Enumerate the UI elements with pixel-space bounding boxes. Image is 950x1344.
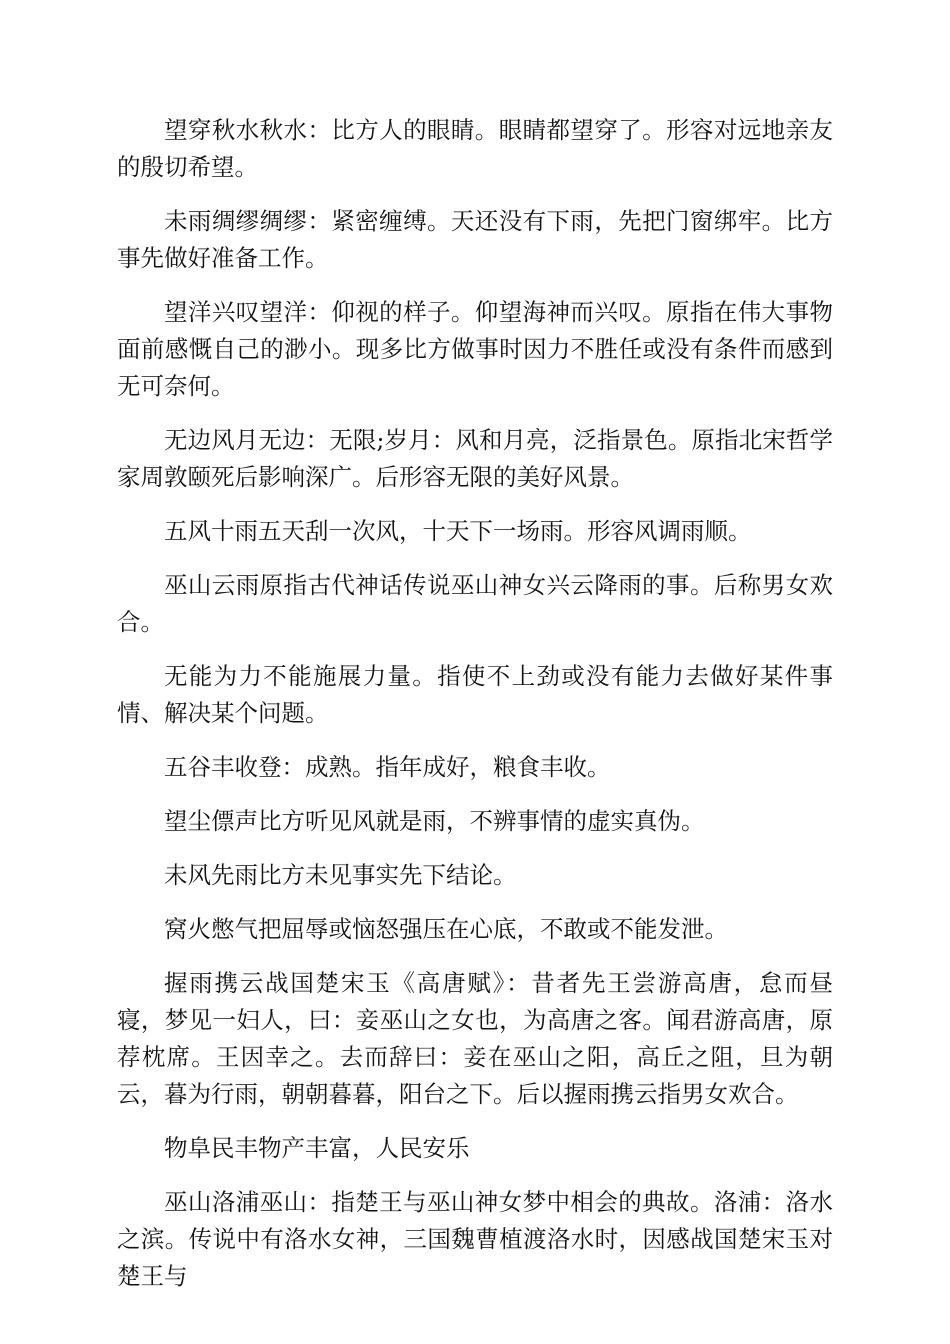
paragraph-wu-shan-luo-pu: 巫山洛浦巫山：指楚王与巫山神女梦中相会的典故。洛浦：洛水之滨。传说中有洛水女神，三国魏曹植渡洛水时，因感战国楚宋玉对楚王与 bbox=[117, 1188, 833, 1290]
paragraph-wu-feng-shi-yu: 五风十雨五天刮一次风，十天下一场雨。形容风调雨顺。 bbox=[164, 517, 752, 545]
paragraph-wang-yang-xing-tan: 望洋兴叹望洋：仰视的样子。仰望海神而兴叹。原指在伟大事物面前感慨自己的渺小。现多比方做事时因力不胜任或没有条件而感到无可奈何。 bbox=[117, 298, 833, 400]
paragraph-wu-bian-feng-yue: 无边风月无边：无限;岁月：风和月亮，泛指景色。原指北宋哲学家周敦颐死后影响深广。后形容无限的美好风景。 bbox=[117, 426, 833, 491]
paragraph-wo-huo-bie-qi: 窝火憋气把屈辱或恼怒强压在心底，不敢或不能发泄。 bbox=[164, 915, 728, 943]
document-body bbox=[117, 112, 833, 1312]
paragraph-wang-chuan-qiu-shui: 望穿秋水秋水：比方人的眼睛。眼睛都望穿了。形容对远地亲友的殷切希望。 bbox=[117, 116, 833, 181]
paragraph-wo-yu-xie-yun: 握雨携云战国楚宋玉《高唐赋》：昔者先王尝游高唐，怠而昼寝，梦见一妇人，曰：妾巫山之女也，为高唐之客。闻君游高唐，原荐枕席。王因幸之。去而辞曰：妾在巫山之阳，高丘之阻，旦为朝云，暮为行雨，朝朝暮暮，阳台之下。后以握雨携云指男女欢合。 bbox=[117, 969, 833, 1108]
paragraph-wu-neng-wei-li: 无能为力不能施展力量。指使不上劲或没有能力去做好某件事情、解决某个问题。 bbox=[117, 662, 833, 727]
paragraph-wu-gu-feng-shou: 五谷丰收登：成熟。指年成好，粮食丰收。 bbox=[164, 753, 611, 781]
paragraph-wu-shan-yun-yu: 巫山云雨原指古代神话传说巫山神女兴云降雨的事。后称男女欢合。 bbox=[117, 571, 833, 636]
paragraph-wei-feng-xian-yu: 未风先雨比方未见事实先下结论。 bbox=[164, 861, 517, 889]
paragraph-wang-chen-piao-sheng: 望尘僄声比方听见风就是雨，不辨事情的虚实真伪。 bbox=[164, 807, 705, 835]
paragraph-wu-fu-min-feng: 物阜民丰物产丰富，人民安乐 bbox=[164, 1134, 470, 1162]
paragraph-wei-yu-chou-mou: 未雨绸缪绸缪：紧密缠缚。天还没有下雨，先把门窗绑牢。比方事先做好准备工作。 bbox=[117, 207, 833, 272]
